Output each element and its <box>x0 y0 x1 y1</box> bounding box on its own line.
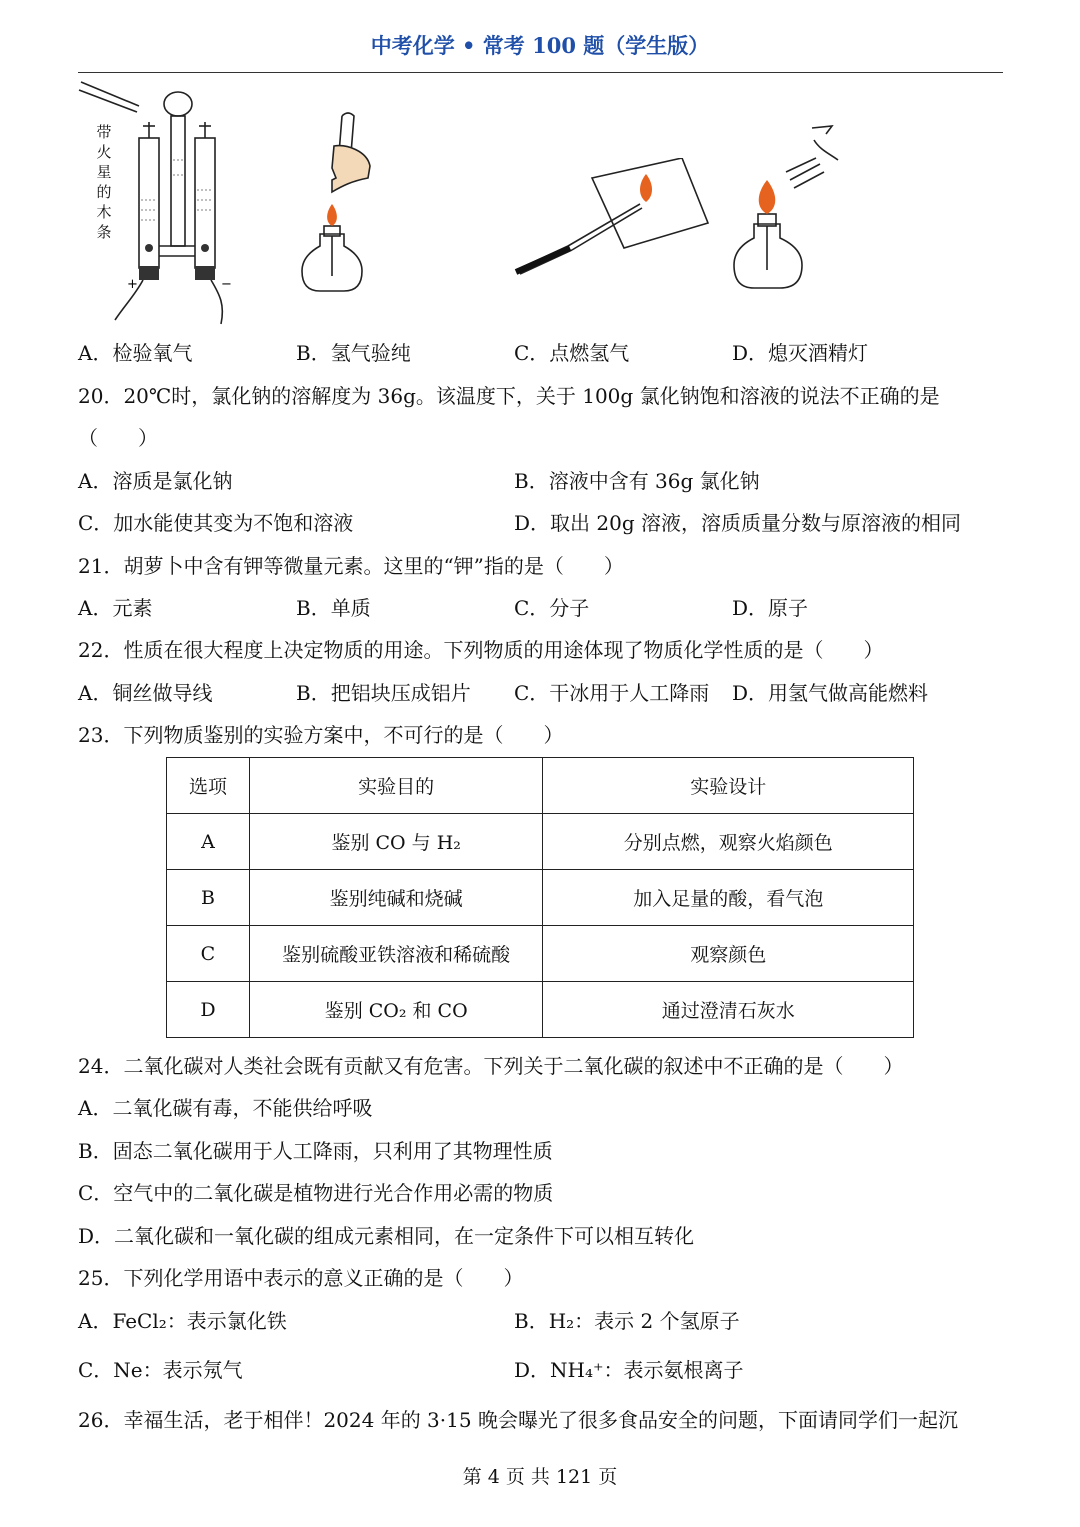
q19-option-b: B．氢气验纯 <box>296 341 411 365</box>
figure-igniting-hydrogen <box>512 158 712 278</box>
table-header-cell: 实验目的 <box>249 758 543 814</box>
table-cell: 鉴别 CO₂ 和 CO <box>249 982 543 1038</box>
table-cell: 分别点燃，观察火焰颜色 <box>543 814 914 870</box>
q25-option-d: D．NH₄⁺：表示氨根离子 <box>514 1358 744 1382</box>
q20-option-c: C．加水能使其变为不饱和溶液 <box>78 511 354 535</box>
q24-option-c: C．空气中的二氧化碳是植物进行光合作用必需的物质 <box>78 1181 554 1205</box>
page-footer: 第 4 页 共 121 页 <box>462 1466 618 1488</box>
q25-option-c: C．Ne：表示氖气 <box>78 1358 243 1382</box>
table-header-row <box>167 758 914 814</box>
table-cell: 加入足量的酸，看气泡 <box>543 870 914 926</box>
q24-option-d: D．二氧化碳和一氧化碳的组成元素相同，在一定条件下可以相互转化 <box>78 1224 695 1248</box>
table-row <box>167 982 914 1038</box>
q20-option-d: D．取出 20g 溶液，溶质质量分数与原溶液的相同 <box>514 511 962 535</box>
table-header-cell: 实验设计 <box>543 758 914 814</box>
q21-option-a: A．元素 <box>78 596 153 620</box>
negative-sign: − <box>221 277 232 292</box>
table-header-cell: 选项 <box>167 758 250 814</box>
q22-stem: 22．性质在很大程度上决定物质的用途。下列物质的用途体现了物质化学性质的是（ ） <box>78 638 884 662</box>
q19-option-c: C．点燃氢气 <box>514 341 630 365</box>
q26-stem: 26．幸福生活，老于相伴！2024 年的 3·15 晚会曝光了很多食品安全的问题，下面请同学们一起沉 <box>78 1408 958 1432</box>
q22-option-c: C．干冰用于人工降雨 <box>514 681 710 705</box>
q25-stem: 25．下列化学用语中表示的意义正确的是（ ） <box>78 1266 524 1290</box>
table-cell: B <box>167 870 250 926</box>
table-cell: D <box>167 982 250 1038</box>
positive-sign: + <box>127 277 138 292</box>
q22-option-b: B．把铝块压成铝片 <box>296 681 471 705</box>
table-row <box>167 870 914 926</box>
page-header-title: 中考化学 • 常考 100 题（学生版） <box>370 33 710 58</box>
q23-stem: 23．下列物质鉴别的实验方案中，不可行的是（ ） <box>78 723 564 747</box>
q20-option-a: A．溶质是氯化钠 <box>78 469 233 493</box>
q21-stem: 21．胡萝卜中含有钾等微量元素。这里的“钾”指的是（ ） <box>78 554 624 578</box>
q24-stem: 24．二氧化碳对人类社会既有贡献又有危害。下列关于二氧化碳的叙述中不正确的是（ ） <box>78 1054 904 1078</box>
table-cell: 鉴别硫酸亚铁溶液和稀硫酸 <box>249 926 543 982</box>
q19-option-a: A．检验氧气 <box>78 341 193 365</box>
q21-option-d: D．原子 <box>732 596 809 620</box>
q23-experiment-table <box>166 757 914 1038</box>
q24-option-b: B．固态二氧化碳用于人工降雨，只利用了其物理性质 <box>78 1139 553 1163</box>
table-cell: A <box>167 814 250 870</box>
q24-option-a: A．二氧化碳有毒，不能供给呼吸 <box>78 1096 373 1120</box>
figure-extinguish-lamp <box>730 120 850 292</box>
q20-blank: （ ） <box>78 426 158 450</box>
q20-stem: 20．20℃时，氯化钠的溶解度为 36g。该温度下，关于 100g 氯化钠饱和溶液的说法不正确的是 <box>78 384 940 408</box>
table-cell: 通过澄清石灰水 <box>543 982 914 1038</box>
table-row <box>167 926 914 982</box>
figure-a-vertical-label: 带火星的木条 <box>96 123 112 241</box>
q21-option-c: C．分子 <box>514 596 590 620</box>
figure-hydrogen-purity-test <box>292 106 372 302</box>
q25-option-b: B．H₂：表示 2 个氢原子 <box>514 1309 740 1333</box>
q22-option-a: A．铜丝做导线 <box>78 681 213 705</box>
table-cell: 鉴别纯碱和烧碱 <box>249 870 543 926</box>
q21-option-b: B．单质 <box>296 596 371 620</box>
table-row <box>167 814 914 870</box>
header-divider <box>78 72 1003 73</box>
q22-option-d: D．用氢气做高能燃料 <box>732 681 929 705</box>
q19-option-d: D．熄灭酒精灯 <box>732 341 869 365</box>
table-cell: C <box>167 926 250 982</box>
table-cell: 鉴别 CO 与 H₂ <box>249 814 543 870</box>
q20-option-b: B．溶液中含有 36g 氯化钠 <box>514 469 760 493</box>
table-cell: 观察颜色 <box>543 926 914 982</box>
q25-option-a: A．FeCl₂：表示氯化铁 <box>78 1309 287 1333</box>
